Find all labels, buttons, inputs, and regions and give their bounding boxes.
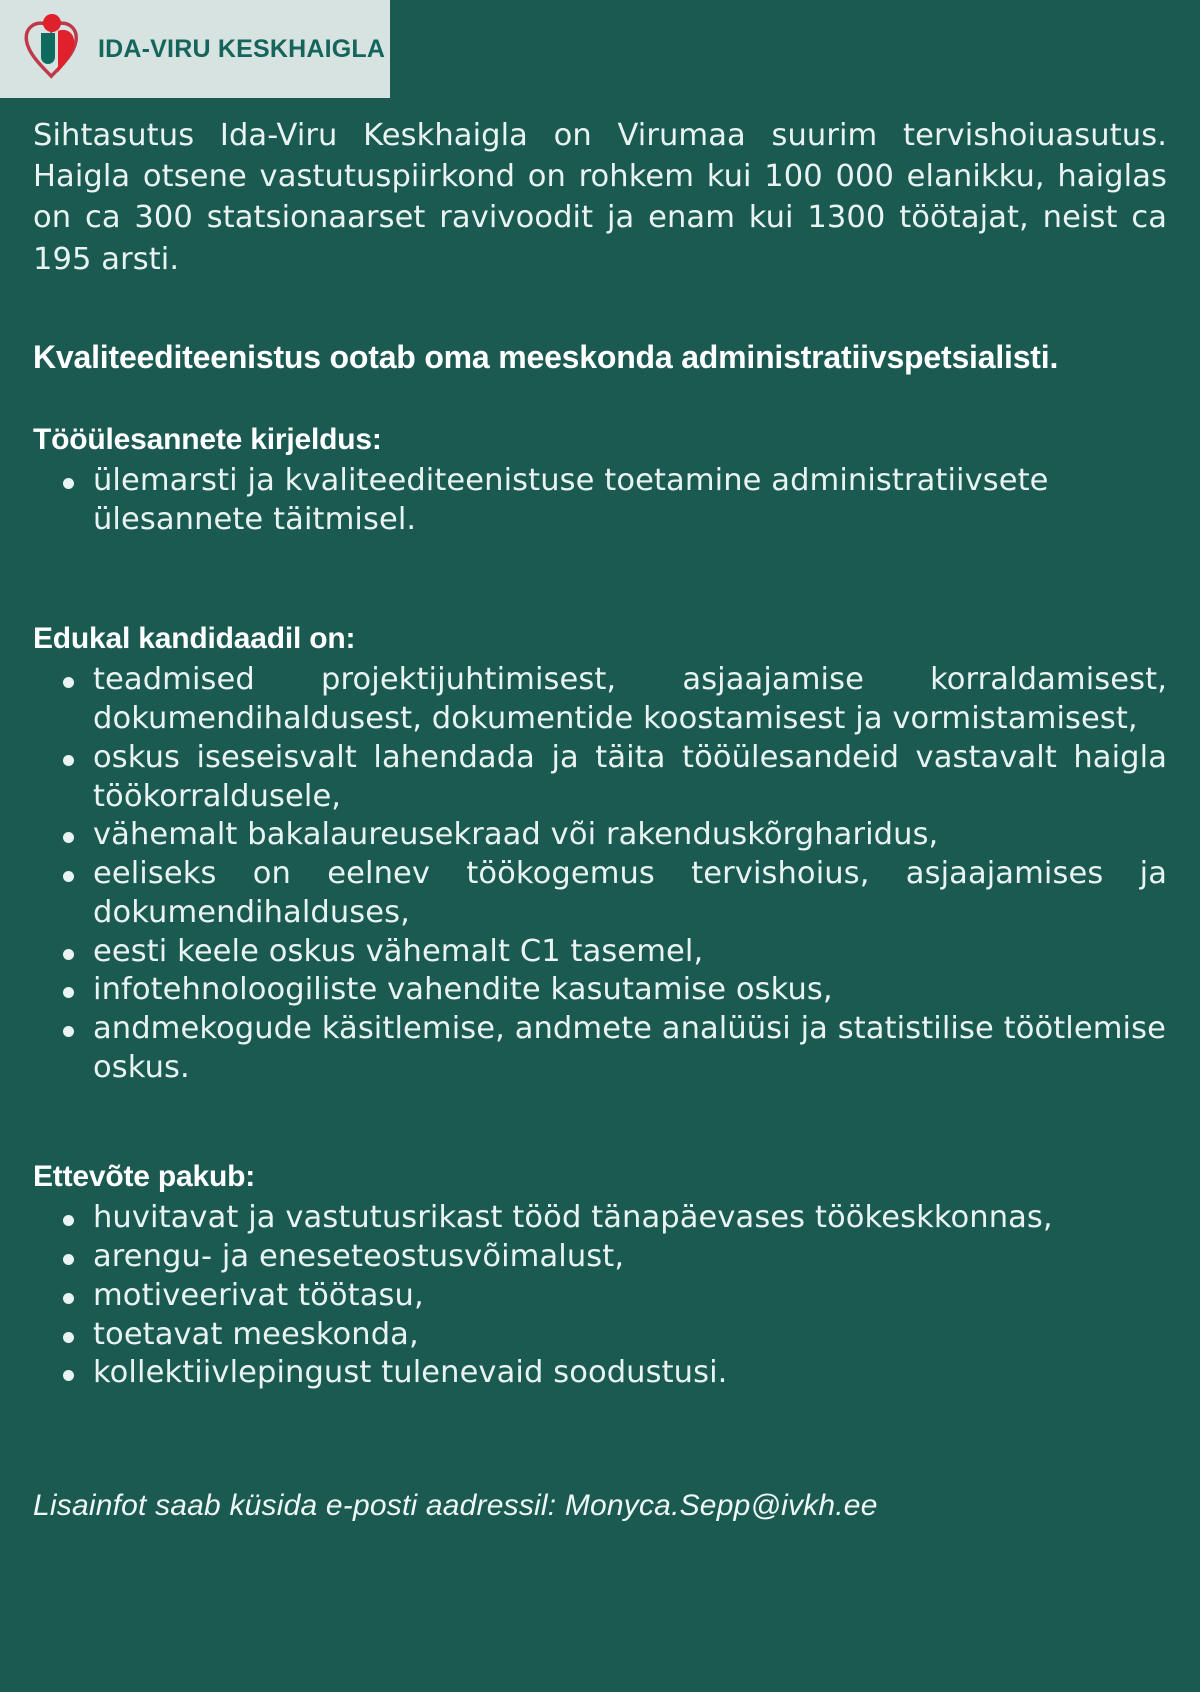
heart-with-two-figures-icon	[14, 9, 90, 89]
candidate-requirements-list	[33, 657, 1167, 1087]
company-offers-list	[33, 1195, 1167, 1393]
list-item: eeliseks on eelnev töökogemus tervishoius, asjaajamises ja dokumendihalduses,	[33, 855, 1167, 932]
section-heading-candidate: Edukal kandidaadil on:	[33, 622, 356, 656]
list-item: teadmised projektijuhtimisest, asjaajamise korraldamisest, dokumendihaldusest, dokumentide koostamisest ja vormistamisest,	[33, 661, 1167, 738]
brand-wordmark: IDA-VIRU KESKHAIGLA	[98, 34, 386, 63]
section-heading-tasks: Tööülesannete kirjeldus:	[33, 422, 382, 456]
list-item: toetavat meeskonda,	[33, 1316, 1167, 1355]
lead-statement	[33, 280, 1167, 378]
lead-period: .	[1049, 338, 1059, 375]
contact-note: Lisainfot saab küsida e-posti aadressil: Monyca.Sepp@ivkh.ee	[33, 1489, 878, 1523]
list-item: kollektiivlepingust tulenevaid soodustusi.	[33, 1354, 1167, 1393]
list-item: oskus iseseisvalt lahendada ja täita tööülesandeid vastavalt haigla töökorraldusele,	[33, 739, 1167, 816]
advert-body	[0, 98, 1200, 1523]
section-heading-offers: Ettevõte pakub:	[33, 1160, 256, 1194]
list-item: vähemalt bakalaureusekraad või rakenduskõrgharidus,	[33, 816, 1167, 855]
intro-paragraph: Sihtasutus Ida-Viru Keskhaigla on Virumaa suurim tervishoiuasutus. Haigla otsene vastutuspiirkond on rohkem kui 100 000 elanikku, haiglas on ca 300 statsionaarset ravivoodit ja enam kui 1300 töötajat, neist ca 195 arsti.	[33, 118, 1167, 277]
list-item: huvitavat ja vastutusrikast tööd tänapäevases töökeskkonnas,	[33, 1199, 1167, 1238]
list-item: arengu- ja eneseteostusvõimalust,	[33, 1238, 1167, 1277]
list-item: motiveerivat töötasu,	[33, 1277, 1167, 1316]
list-item: ülemarsti ja kvaliteediteenistuse toetamine administratiivsete ülesannete täitmisel.	[33, 462, 1167, 539]
list-item: infotehnoloogiliste vahendite kasutamise oskus,	[33, 971, 1167, 1010]
brand-header	[0, 0, 390, 98]
lead-bold-text: Kvaliteediteenistus ootab oma meeskonda administratiivspetsialisti	[33, 338, 1050, 375]
list-item: eesti keele oskus vähemalt C1 tasemel,	[33, 933, 1167, 972]
tasks-list	[33, 458, 1167, 539]
list-item: andmekogude käsitlemise, andmete analüüsi ja statistilise töötlemise oskus.	[33, 1010, 1167, 1087]
